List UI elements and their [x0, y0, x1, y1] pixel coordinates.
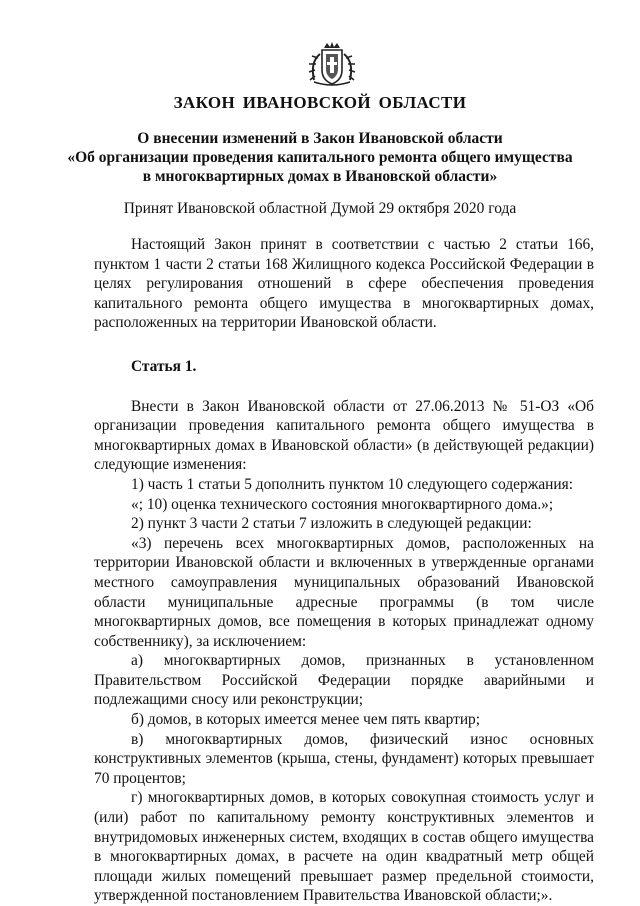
- body-paragraph: 2) пункт 3 части 2 статьи 7 изложить в следующей редакции:: [131, 515, 532, 533]
- body-paragraph: а) многоквартирных домов, признанных в установленном Правительством Российской Федерации порядке аварийными и подлежащими сносу или реконструкции;: [94, 652, 594, 709]
- body-paragraph: б) домов, в которых имеется менее чем пять квартир;: [131, 711, 481, 729]
- body-paragraph: «; 10) оценка технического состояния многоквартирного дома.»;: [131, 495, 554, 513]
- subtitle-line: О внесении изменений в Закон Ивановской области: [137, 130, 503, 147]
- body-paragraph: г) многоквартирных домов, в которых совокупная стоимость услуг и (или) работ по капитальному ремонту конструктивных элементов и внутридомовых инженерных систем, входящих в состав общего имущества в многоквартирных домах, в расчете на один квадратный метр общей площади жилых помещений превышает размер предельной стоимости, утвержденной постановлением Правительства Ивановской области;».: [94, 789, 594, 905]
- body-paragraph: в) многоквартирных домов, физический износ основных конструктивных элементов (крыша, стены, фундамент) которых превышает 70 процентов;: [94, 730, 594, 787]
- law-title: ЗАКОН ИВАНОВСКОЙ ОБЛАСТИ: [173, 93, 467, 112]
- subtitle-line: в многоквартирных домах в Ивановской области»: [142, 168, 498, 185]
- adoption-statement: Принят Ивановской областной Думой 29 октября 2020 года: [123, 200, 517, 217]
- body-paragraph: Внести в Закон Ивановской области от 27.06.2013 № 51-ОЗ «Об организации проведения капитального ремонта общего имущества в многоквартирных домах в Ивановской области» (в действующей редакции) следующие изменения:: [94, 397, 594, 474]
- law-subtitle: [60, 129, 580, 186]
- body-paragraph: «3) перечень всех многоквартирных домов, расположенных на территории Ивановской области и включенных в утвержденные органами местного самоуправления муниципальных образований Ивановской области муниципальные адресные программы (в том числе многоквартирных домов, все помещения в которых принадлежат одному собственнику), за исключением:: [94, 534, 594, 650]
- body-paragraph: 1) часть 1 статьи 5 дополнить пунктом 10 следующего содержания:: [131, 475, 573, 493]
- subtitle-line: «Об организации проведения капитального ремонта общего имущества: [67, 149, 573, 166]
- law-body: [94, 235, 594, 906]
- intro-paragraph: Настоящий Закон принят в соответствии с частью 2 статьи 166, пунктом 1 части 2 статьи 168 Жилищного кодекса Российской Федерации в целях регулирования отношений в сфере обеспечения проведения капитального ремонта общего имущества в многоквартирных домах, расположенных на территории Ивановской области.: [94, 236, 594, 332]
- coat-of-arms-emblem: [300, 40, 364, 88]
- article-heading: Статья 1.: [131, 357, 197, 375]
